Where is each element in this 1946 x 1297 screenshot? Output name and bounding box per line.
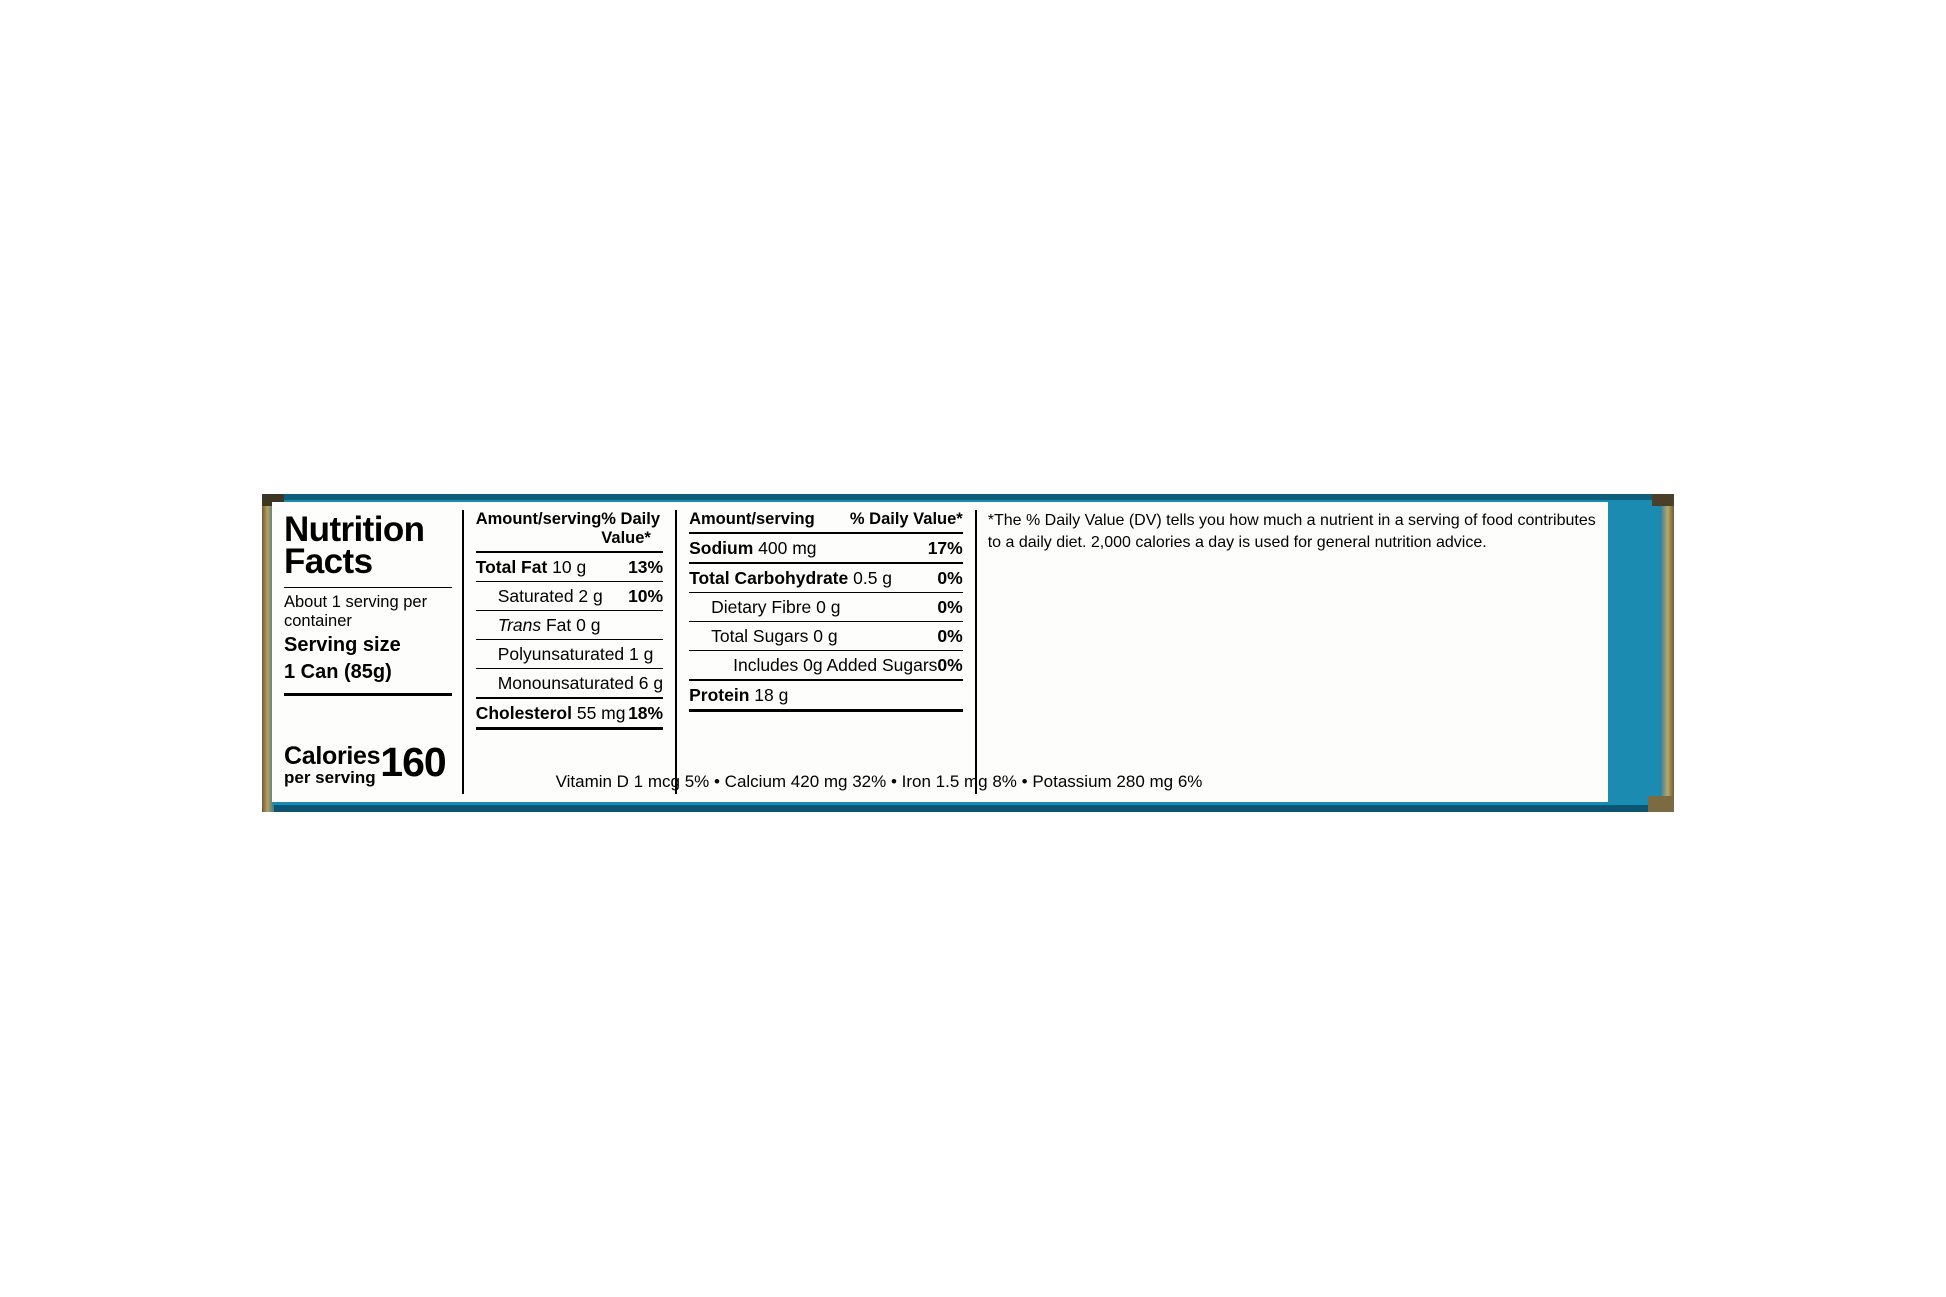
calories-row (284, 739, 452, 794)
package-right-crease (1660, 494, 1674, 812)
package-top-edge (262, 494, 1674, 500)
nutrient-daily-value: 0% (937, 625, 963, 646)
nutrient-name: Total Carbohydrate 0.5 g (689, 567, 893, 588)
nutrient-daily-value: 13% (628, 556, 664, 577)
nutrition-title-column (284, 510, 464, 794)
nutrient-column-left (464, 510, 677, 794)
calories-value: 160 (380, 739, 446, 785)
nutrient-row (476, 697, 663, 730)
nutrient-row (476, 581, 663, 610)
package-corner-bottom-right (1648, 796, 1674, 812)
nutrient-name: Monounsaturated 6 g (497, 672, 664, 693)
nutrient-daily-value: 10% (628, 585, 664, 606)
amount-per-serving-header-right: Amount/serving (689, 510, 815, 528)
nutrient-row (476, 639, 663, 668)
nutrient-row (689, 679, 963, 712)
daily-value-footnote: *The % Daily Value (DV) tells you how much a nutrient in a serving of food contributes to a daily diet. 2,000 calories a day is used for general nutrition advice. (987, 512, 1596, 552)
servings-per-container: About 1 serving per container (284, 593, 428, 631)
nutrient-name: Cholesterol 55 mg (475, 702, 626, 723)
nutrient-daily-value: 0% (937, 654, 963, 675)
nutrient-rows-left (476, 551, 663, 730)
nutrient-name: Polyunsaturated 1 g (497, 643, 654, 664)
nutrient-row (689, 621, 963, 650)
serving-divider (284, 693, 452, 696)
nutrient-column-right-header (689, 510, 963, 532)
nutrient-row (689, 562, 963, 592)
nutrient-name: Total Sugars 0 g (711, 625, 838, 646)
product-package (262, 494, 1674, 812)
panel-title: Nutrition Facts (284, 510, 425, 582)
nutrient-row (476, 610, 663, 639)
nutrient-name: Dietary Fibre 0 g (711, 596, 841, 617)
nutrient-name: Protein 18 g (689, 684, 789, 705)
nutrient-name: Total Fat 10 g (475, 556, 587, 577)
nutrient-row (476, 668, 663, 697)
nutrient-daily-value: 0% (937, 567, 963, 588)
daily-value-header-left: % Daily Value* (601, 510, 660, 547)
calories-label: Calories (284, 742, 381, 770)
nutrient-column-right (677, 510, 977, 794)
nutrient-row (476, 551, 663, 581)
micronutrient-line: Vitamin D 1 mcg 5% • Calcium 420 mg 32% • Iron 1.5 mg 8% • Potassium 280 mg 6% (555, 771, 1203, 791)
serving-size-label: Serving size (284, 634, 401, 657)
nutrient-row (689, 592, 963, 621)
nutrition-facts-panel (272, 502, 1608, 802)
package-corner-top-right (1652, 494, 1674, 506)
nutrient-daily-value: 18% (628, 702, 664, 723)
nutrient-name: Saturated 2 g (497, 585, 603, 606)
nutrient-name: Includes 0g Added Sugars (733, 654, 938, 675)
nutrient-name: Trans Fat 0 g (497, 614, 601, 635)
nutrient-daily-value: 17% (927, 537, 963, 558)
calories-label-group (284, 744, 380, 786)
calories-sublabel: per serving (284, 768, 376, 787)
nutrient-row (689, 532, 963, 562)
nutrient-name: Sodium 400 mg (689, 537, 817, 558)
nutrient-column-left-header (476, 510, 663, 551)
nutrient-row (689, 650, 963, 679)
nutrient-daily-value: 0% (937, 596, 963, 617)
daily-value-header-right: % Daily Value* (849, 510, 963, 528)
nutrient-rows-right (689, 532, 963, 712)
amount-per-serving-header-left: Amount/serving (475, 510, 602, 528)
title-divider (284, 587, 452, 588)
package-bottom-edge (262, 805, 1674, 812)
serving-size-value: 1 Can (85g) (284, 660, 392, 683)
